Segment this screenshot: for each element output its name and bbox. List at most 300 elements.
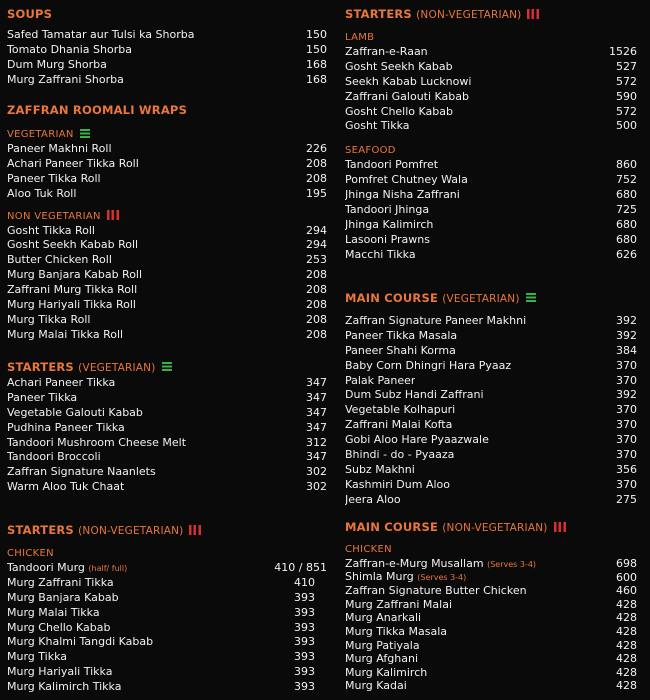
item-name-wrap	[345, 359, 511, 374]
item-note: (Serves 3-4)	[487, 559, 537, 569]
menu-item	[7, 157, 327, 172]
item-name: Shimla Murg	[345, 570, 414, 584]
item-name: Gosht Tikka	[345, 119, 410, 133]
menu-item	[7, 480, 327, 495]
item-price: 370	[616, 358, 637, 372]
item-name-wrap	[345, 433, 489, 448]
item-price: 572	[616, 104, 637, 118]
item-price: 626	[616, 247, 637, 261]
item-name-wrap	[345, 625, 447, 639]
item-name-wrap	[345, 652, 418, 666]
item-name: Jhinga Nisha Zaffrani	[345, 188, 460, 202]
item-price: 208	[306, 283, 327, 297]
item-price: 370	[616, 403, 637, 417]
section-heading: ZAFFRAN ROOMALI WRAPS	[7, 103, 188, 117]
item-name-wrap	[7, 142, 112, 157]
menu-item	[7, 465, 327, 480]
item-price: 208	[306, 156, 327, 170]
item-price: 527	[616, 59, 637, 73]
item-price: 680	[616, 232, 637, 246]
item-name: Gosht Seekh Kabab Roll	[7, 238, 139, 252]
starters-nonveg-lamb-seafood-section	[345, 6, 637, 263]
menu-item	[7, 621, 327, 636]
item-price: 393	[294, 620, 315, 634]
item-price: 294	[306, 223, 327, 237]
item-name: Murg Chello Kabab	[7, 620, 111, 634]
item-price: 370	[616, 373, 637, 387]
item-name-wrap	[345, 90, 469, 105]
item-name-wrap	[345, 611, 421, 625]
item-price: 393	[294, 590, 315, 604]
item-name: Paneer Tikka	[7, 390, 78, 404]
item-price: 208	[306, 268, 327, 282]
item-price: 393	[294, 665, 315, 679]
item-price: 572	[616, 74, 637, 88]
subsection-heading: LAMB	[345, 32, 375, 43]
menu-item	[7, 680, 327, 695]
item-name: Pomfret Chutney Wala	[345, 173, 468, 187]
menu-item	[345, 652, 637, 666]
item-name: Dum Murg Shorba	[7, 57, 107, 71]
menu-item	[7, 238, 327, 253]
menu-item	[345, 388, 637, 403]
item-name: Zaffran-e-Murg Musallam	[345, 556, 484, 570]
item-name: Murg Kadai	[345, 679, 407, 693]
item-name: Vegetable Kolhapuri	[345, 403, 456, 417]
item-name: Lasooni Prawns	[345, 232, 430, 246]
item-name: Murg Zaffrani Malai	[345, 597, 452, 611]
item-name: Kashmiri Dum Aloo	[345, 477, 451, 491]
menu-item	[345, 344, 637, 359]
item-price: 226	[306, 142, 327, 155]
menu-item	[7, 283, 327, 298]
item-name: Gosht Tikka Roll	[7, 223, 95, 237]
item-name-wrap	[7, 172, 101, 187]
menu-item	[7, 43, 327, 58]
subsection-heading: SEAFOOD	[345, 145, 396, 157]
menu-item	[7, 665, 327, 680]
item-name-wrap	[345, 493, 401, 508]
item-name-wrap	[345, 374, 415, 389]
item-name: Seekh Kabab Lucknowi	[345, 74, 472, 88]
item-price: 460	[616, 584, 637, 598]
menu-item	[7, 436, 327, 451]
non-veg-icon	[527, 9, 539, 19]
section-heading: STARTERS (NON-VEGETARIAN)	[7, 522, 327, 538]
item-price: 384	[616, 343, 637, 357]
menu-item	[7, 73, 327, 88]
item-price: 590	[616, 89, 637, 103]
non-veg-icon	[554, 522, 566, 532]
item-price: 410 / 851	[274, 561, 327, 574]
item-price: 275	[616, 492, 637, 506]
item-name: Zaffran Signature Paneer Makhni	[345, 314, 527, 327]
menu-item	[7, 391, 327, 406]
item-price: 208	[306, 171, 327, 185]
menu-item	[7, 650, 327, 665]
item-name: Gosht Seekh Kabab	[345, 59, 453, 73]
menu-item	[7, 591, 327, 606]
menu-item	[7, 224, 327, 239]
item-price: 393	[294, 650, 315, 664]
menu-item	[345, 233, 637, 248]
item-name-wrap	[345, 584, 527, 598]
item-price: 393	[294, 680, 315, 694]
menu-item	[7, 253, 327, 268]
item-name: Gobi Aloo Hare Pyaazwale	[345, 433, 489, 447]
item-name-wrap	[7, 421, 125, 436]
section-heading: SOUPS	[7, 7, 53, 21]
menu-item	[345, 433, 637, 448]
item-name: Zaffran Signature Naanlets	[7, 465, 156, 479]
item-name: Tandoori Mushroom Cheese Melt	[7, 435, 187, 449]
item-name: Murg Banjara Kabab Roll	[7, 268, 143, 282]
menu-item	[345, 60, 637, 75]
menu-item	[345, 359, 637, 374]
item-name: Pudhina Paneer Tikka	[7, 420, 125, 434]
item-price: 428	[616, 597, 637, 611]
item-price: 600	[616, 570, 637, 584]
item-price: 410	[294, 575, 315, 589]
menu-item	[345, 218, 637, 233]
item-name: Murg Hariyali Tikka Roll	[7, 298, 136, 312]
item-name-wrap	[7, 450, 101, 465]
menu-item	[345, 173, 637, 188]
item-price: 302	[306, 465, 327, 479]
veg-icon	[80, 129, 90, 138]
menu-item	[345, 45, 637, 60]
item-price: 680	[616, 217, 637, 231]
menu-item	[345, 493, 637, 508]
item-name-wrap	[7, 650, 67, 665]
item-name-wrap	[345, 248, 416, 263]
menu-item	[345, 463, 637, 478]
item-price: 393	[294, 605, 315, 619]
item-name-wrap	[7, 43, 132, 58]
item-name: Tomato Dhania Shorba	[7, 42, 132, 56]
item-name: Murg Hariyali Tikka	[7, 665, 113, 679]
item-price: 208	[306, 312, 327, 326]
item-name-wrap	[7, 436, 186, 451]
item-name-wrap	[7, 591, 119, 606]
item-price: 1526	[609, 45, 637, 58]
item-name-wrap	[345, 75, 471, 90]
subsection-heading: NON VEGETARIAN	[7, 209, 327, 224]
menu-item	[345, 639, 637, 653]
menu-item	[345, 188, 637, 203]
item-price: 680	[616, 188, 637, 202]
starters-veg-section	[7, 359, 327, 495]
menu-item	[345, 75, 637, 90]
menu-item	[345, 679, 637, 693]
item-price: 150	[306, 28, 327, 41]
main-nonveg-section	[345, 519, 637, 693]
item-price: 294	[306, 238, 327, 252]
item-name-wrap	[7, 224, 95, 239]
item-price: 208	[306, 327, 327, 341]
item-name: Warm Aloo Tuk Chaat	[7, 480, 125, 494]
item-price: 370	[616, 418, 637, 432]
starters-nonveg-section	[7, 522, 327, 695]
item-name: Murg Kalimirch	[345, 665, 428, 679]
item-name-wrap	[7, 238, 138, 253]
item-name: Paneer Shahi Korma	[345, 343, 456, 357]
menu-item	[7, 376, 327, 391]
item-name: Zaffrani Galouti Kabab	[345, 89, 469, 103]
item-name: Dum Subz Handi Zaffrani	[345, 388, 484, 402]
item-price: 428	[616, 679, 637, 693]
item-name-wrap	[7, 253, 112, 268]
item-name-wrap	[345, 314, 526, 329]
item-name: Murg Khalmi Tangdi Kabab	[7, 635, 154, 649]
item-name-wrap	[345, 173, 468, 188]
item-name-wrap	[7, 376, 115, 391]
item-name-wrap	[7, 313, 90, 328]
item-price: 356	[616, 462, 637, 476]
item-name-wrap	[345, 666, 427, 680]
item-name: Macchi Tikka	[345, 247, 416, 261]
main-veg-section	[345, 290, 637, 508]
item-price: 347	[306, 390, 327, 404]
menu-item	[7, 142, 327, 157]
non-veg-icon	[189, 525, 201, 535]
item-name-wrap	[345, 478, 450, 493]
menu-item	[345, 374, 637, 389]
menu-item	[345, 105, 637, 120]
item-name-wrap	[345, 218, 433, 233]
item-name-wrap	[7, 465, 156, 480]
item-name-wrap	[345, 557, 536, 572]
item-name-wrap	[7, 576, 114, 591]
item-name: Subz Makhni	[345, 462, 415, 476]
item-note: (half/ full)	[88, 563, 128, 573]
item-name-wrap	[345, 233, 430, 248]
menu-item	[345, 119, 637, 134]
item-name-wrap	[7, 406, 143, 421]
item-name-wrap	[7, 635, 153, 650]
item-name-wrap	[7, 561, 127, 577]
item-name-wrap	[7, 680, 121, 695]
item-name: Gosht Chello Kabab	[345, 104, 453, 118]
subsection-heading: VEGETARIAN	[7, 127, 327, 142]
section-heading: MAIN COURSE (VEGETARIAN)	[345, 290, 637, 306]
item-name: Jeera Aloo	[345, 492, 401, 506]
item-name-wrap	[345, 203, 429, 218]
section-heading: STARTERS (NON-VEGETARIAN)	[345, 6, 637, 22]
menu-item	[7, 606, 327, 621]
item-name-wrap	[7, 621, 111, 636]
item-name: Aloo Tuk Roll	[7, 186, 77, 200]
soups-section	[7, 6, 327, 88]
item-price: 392	[616, 328, 637, 342]
item-name-wrap	[345, 598, 452, 612]
subsection-heading: CHICKEN	[7, 548, 54, 559]
item-name-wrap	[345, 188, 460, 203]
item-price: 168	[306, 72, 327, 86]
menu-item	[345, 203, 637, 218]
menu-item	[345, 248, 637, 263]
item-name: Murg Tikka Roll	[7, 312, 91, 326]
item-name: Achari Paneer Tikka Roll	[7, 156, 139, 170]
section-heading: STARTERS (VEGETARIAN)	[7, 359, 327, 375]
item-name: Tandoori Murg	[7, 560, 85, 574]
item-name: Butter Chicken Roll	[7, 253, 112, 267]
item-name-wrap	[7, 391, 77, 406]
wraps-section	[7, 102, 327, 343]
menu-item	[7, 561, 327, 576]
item-price: 347	[306, 405, 327, 419]
item-price: 752	[616, 173, 637, 187]
item-name: Tandoori Broccoli	[7, 450, 101, 464]
item-name: Safed Tamatar aur Tulsi ka Shorba	[7, 28, 195, 41]
item-name: Murg Zaffrani Tikka	[7, 575, 114, 589]
item-name: Palak Paneer	[345, 373, 416, 387]
item-name-wrap	[345, 463, 415, 478]
menu-item	[7, 298, 327, 313]
item-name-wrap	[7, 298, 136, 313]
menu-item	[345, 329, 637, 344]
item-name: Paneer Makhni Roll	[7, 142, 112, 155]
veg-icon	[526, 293, 536, 302]
menu-item	[7, 406, 327, 421]
item-name-wrap	[7, 665, 112, 680]
section-heading: MAIN COURSE (NON-VEGETARIAN)	[345, 519, 637, 535]
item-name-wrap	[7, 28, 194, 43]
item-price: 168	[306, 57, 327, 71]
item-price: 370	[616, 433, 637, 447]
menu-item	[7, 58, 327, 73]
menu-item	[7, 421, 327, 436]
item-name: Paneer Tikka Roll	[7, 171, 101, 185]
menu-item	[345, 403, 637, 418]
item-name-wrap	[345, 639, 420, 653]
menu-item	[345, 158, 637, 173]
item-price: 392	[616, 388, 637, 402]
menu-item	[7, 328, 327, 343]
menu-item	[345, 314, 637, 329]
item-name-wrap	[345, 158, 438, 173]
item-price: 428	[616, 611, 637, 625]
item-name-wrap	[345, 448, 454, 463]
item-price: 428	[616, 665, 637, 679]
non-veg-icon	[107, 210, 119, 220]
menu-item	[7, 576, 327, 591]
item-price: 347	[306, 420, 327, 434]
item-name-wrap	[7, 328, 123, 343]
item-name-wrap	[7, 480, 124, 495]
item-name: Murg Kalimirch Tikka	[7, 680, 122, 694]
item-price: 698	[616, 557, 637, 570]
item-name: Paneer Tikka Masala	[345, 328, 458, 342]
menu-item	[345, 90, 637, 105]
item-name-wrap	[345, 119, 410, 134]
item-price: 302	[306, 480, 327, 494]
menu-item	[7, 28, 327, 43]
item-name-wrap	[7, 187, 76, 202]
item-name-wrap	[345, 344, 456, 359]
menu-item	[345, 448, 637, 463]
menu-item	[345, 666, 637, 680]
item-name-wrap	[345, 60, 453, 75]
item-name-wrap	[345, 418, 452, 433]
item-name: Murg Patiyala	[345, 638, 420, 652]
menu-item	[7, 172, 327, 187]
item-name-wrap	[7, 283, 137, 298]
item-name: Murg Anarkali	[345, 611, 422, 625]
item-name: Murg Tikka	[7, 650, 67, 664]
item-price: 725	[616, 203, 637, 217]
item-price: 860	[616, 158, 637, 172]
menu-item	[7, 313, 327, 328]
menu-item	[345, 478, 637, 493]
item-price: 312	[306, 435, 327, 449]
menu-item	[345, 598, 637, 612]
menu-item	[7, 187, 327, 202]
item-name: Murg Banjara Kabab	[7, 590, 119, 604]
item-name: Zaffran-e-Raan	[345, 45, 428, 58]
item-price: 370	[616, 477, 637, 491]
item-price: 392	[616, 314, 637, 327]
item-name: Zaffran Signature Butter Chicken	[345, 584, 527, 598]
item-name: Murg Malai Tikka	[7, 605, 100, 619]
item-name: Vegetable Galouti Kabab	[7, 405, 143, 419]
item-note: (Serves 3-4)	[417, 573, 467, 583]
menu-item	[7, 450, 327, 465]
item-price: 195	[306, 186, 327, 200]
item-price: 150	[306, 42, 327, 56]
item-name: Murg Tikka Masala	[345, 624, 447, 638]
item-name-wrap	[7, 606, 100, 621]
menu-item	[345, 584, 637, 598]
menu-item	[345, 625, 637, 639]
veg-icon	[162, 362, 172, 371]
item-name: Zaffrani Malai Kofta	[345, 418, 453, 432]
item-name-wrap	[345, 329, 457, 344]
item-name: Tandoori Jhinga	[345, 203, 430, 217]
menu-item	[345, 557, 637, 571]
item-name: Zaffrani Murg Tikka Roll	[7, 283, 138, 297]
item-price: 428	[616, 638, 637, 652]
item-name-wrap	[7, 268, 142, 283]
item-name: Achari Paneer Tikka	[7, 376, 116, 389]
item-name-wrap	[345, 388, 484, 403]
item-price: 347	[306, 450, 327, 464]
item-name-wrap	[345, 105, 453, 120]
menu-item	[345, 571, 637, 585]
item-name-wrap	[345, 403, 455, 418]
item-name: Murg Afghani	[345, 652, 418, 666]
item-price: 428	[616, 652, 637, 666]
item-name-wrap	[345, 45, 428, 60]
item-name-wrap	[7, 58, 107, 73]
item-name-wrap	[7, 73, 124, 88]
item-name: Bhindi - do - Pyaaza	[345, 448, 455, 462]
item-name-wrap	[345, 570, 466, 585]
menu-item	[345, 611, 637, 625]
item-price: 253	[306, 253, 327, 267]
item-name: Baby Corn Dhingri Hara Pyaaz	[345, 358, 512, 372]
item-name: Murg Zaffrani Shorba	[7, 72, 124, 86]
item-price: 500	[616, 119, 637, 133]
item-name: Murg Malai Tikka Roll	[7, 327, 124, 341]
menu-item	[7, 268, 327, 283]
item-price: 428	[616, 624, 637, 638]
item-price: 393	[294, 635, 315, 649]
item-price: 208	[306, 298, 327, 312]
item-name: Tandoori Pomfret	[345, 158, 439, 172]
menu-item	[7, 635, 327, 650]
item-name-wrap	[345, 679, 407, 693]
